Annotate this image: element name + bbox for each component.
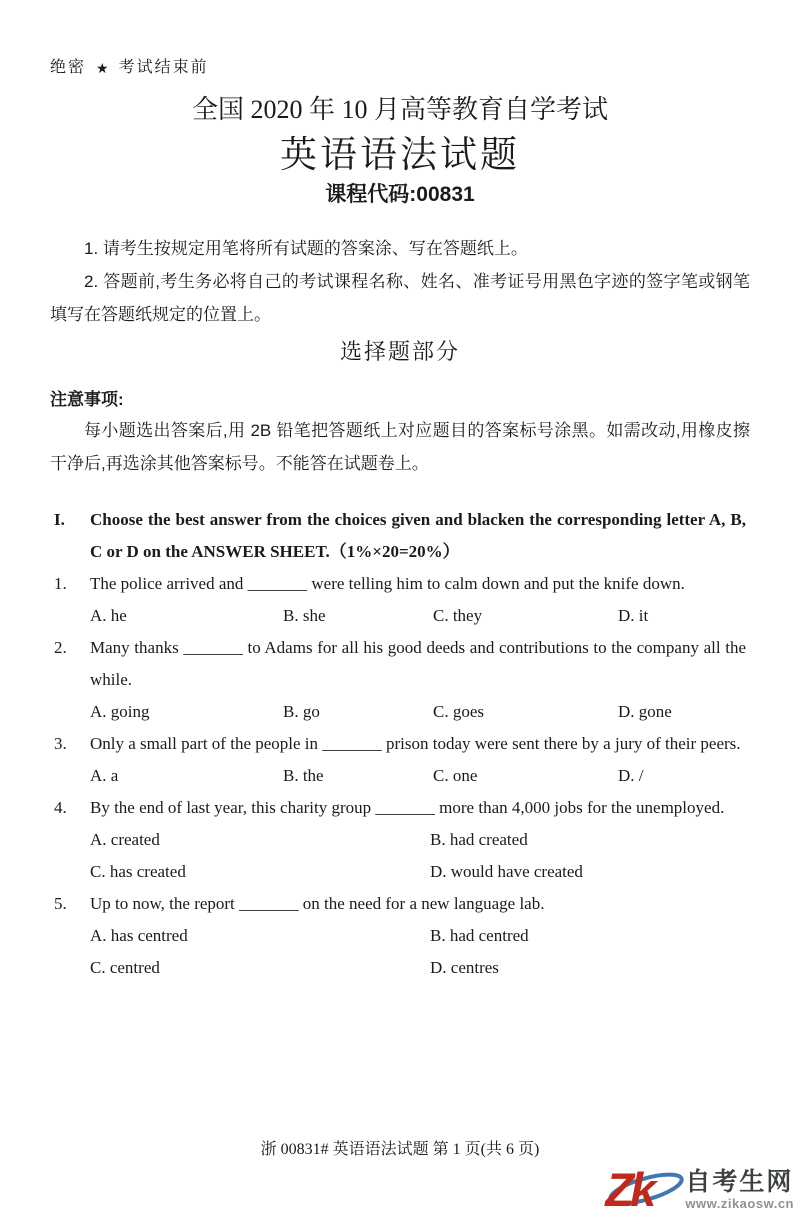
exam-body [50, 504, 750, 984]
option-b: B. had created [430, 830, 528, 849]
choice-section-title: 选择题部分 [339, 339, 460, 364]
options-grid [90, 824, 750, 888]
options-row [90, 760, 750, 792]
option-c: C. goes [433, 702, 484, 721]
secrecy-line [50, 58, 750, 78]
instruction-2: 2. 答题前,考生务必将自己的考试课程名称、姓名、准考证号用黑色字迹的签字笔或钢笔填写在答题纸规定的位置上。 [50, 272, 750, 324]
option-c: C. centred [90, 958, 160, 977]
exam-page [0, 58, 800, 984]
question-5 [50, 888, 750, 984]
question-number: 4. [54, 798, 67, 817]
zk-logo-mark [599, 1161, 685, 1219]
question-text: Only a small part of the people in _______ prison today were sent there by a jury of their peers. [90, 734, 741, 753]
option-d: D. would have created [430, 862, 583, 881]
question-4 [50, 792, 750, 888]
option-c: C. one [433, 766, 478, 785]
option-a: A. he [90, 606, 127, 625]
part-1-instructions: Choose the best answer from the choices given and blacken the corresponding letter A, B, C or D on the ANSWER SHEET.（1%×20=20%） [90, 510, 746, 561]
question-number: 1. [54, 574, 67, 593]
instruction-1: 1. 请考生按规定用笔将所有试题的答案涂、写在答题纸上。 [84, 239, 528, 258]
question-text: Many thanks _______ to Adams for all his good deeds and contributions to the company all the while. [90, 638, 746, 689]
option-d: D. / [618, 766, 644, 785]
options-grid [90, 920, 750, 984]
question-1 [50, 568, 750, 632]
option-a: A. created [90, 830, 160, 849]
options-row [90, 600, 750, 632]
before-exam-end-label: 考试结束前 [118, 59, 209, 76]
notes-text: 每小题选出答案后,用 2B 铅笔把答题纸上对应题目的答案标号涂黑。如需改动,用橡皮擦干净后,再选涂其他答案标号。不能答在试题卷上。 [50, 421, 750, 473]
options-row [90, 696, 750, 728]
question-3 [50, 728, 750, 792]
option-b: B. the [283, 766, 324, 785]
option-b: B. had centred [430, 926, 529, 945]
subject-title: 英语语法试题 [280, 134, 520, 175]
logo-text-block [685, 1169, 794, 1211]
question-number: 3. [54, 734, 67, 753]
notes-label: 注意事项: [50, 390, 124, 409]
logo-website-url: www.zikaosw.cn [685, 1196, 794, 1211]
zk-letters: Zk [605, 1163, 653, 1216]
question-text: Up to now, the report _______ on the need for a new language lab. [90, 894, 545, 913]
exam-title: 全国 2020 年 10 月高等教育自学考试 [191, 95, 608, 124]
part-1-heading [50, 504, 750, 568]
option-b: B. go [283, 702, 320, 721]
course-code: 课程代码:00831 [325, 183, 475, 206]
star-icon: ★ [96, 60, 109, 76]
secrecy-label: 绝密 [50, 59, 87, 76]
option-a: A. going [90, 702, 150, 721]
option-a: A. a [90, 766, 119, 785]
question-2 [50, 632, 750, 728]
question-number: 2. [54, 638, 67, 657]
page-footer: 浙 00831# 英语语法试题 第 1 页(共 6 页) [260, 1141, 540, 1158]
logo-brand-name: 自考生网 [685, 1168, 794, 1196]
option-d: D. centres [430, 958, 499, 977]
option-d: D. it [618, 606, 649, 625]
option-d: D. gone [618, 702, 672, 721]
option-b: B. she [283, 606, 326, 625]
option-a: A. has centred [90, 926, 188, 945]
question-number: 5. [54, 894, 67, 913]
part-1-number: I. [54, 510, 65, 529]
question-text: By the end of last year, this charity group _______ more than 4,000 jobs for the unemployed. [90, 798, 725, 817]
option-c: C. they [433, 606, 483, 625]
zikaosw-logo [599, 1161, 794, 1219]
option-c: C. has created [90, 862, 186, 881]
question-text: The police arrived and _______ were telling him to calm down and put the knife down. [90, 574, 685, 593]
